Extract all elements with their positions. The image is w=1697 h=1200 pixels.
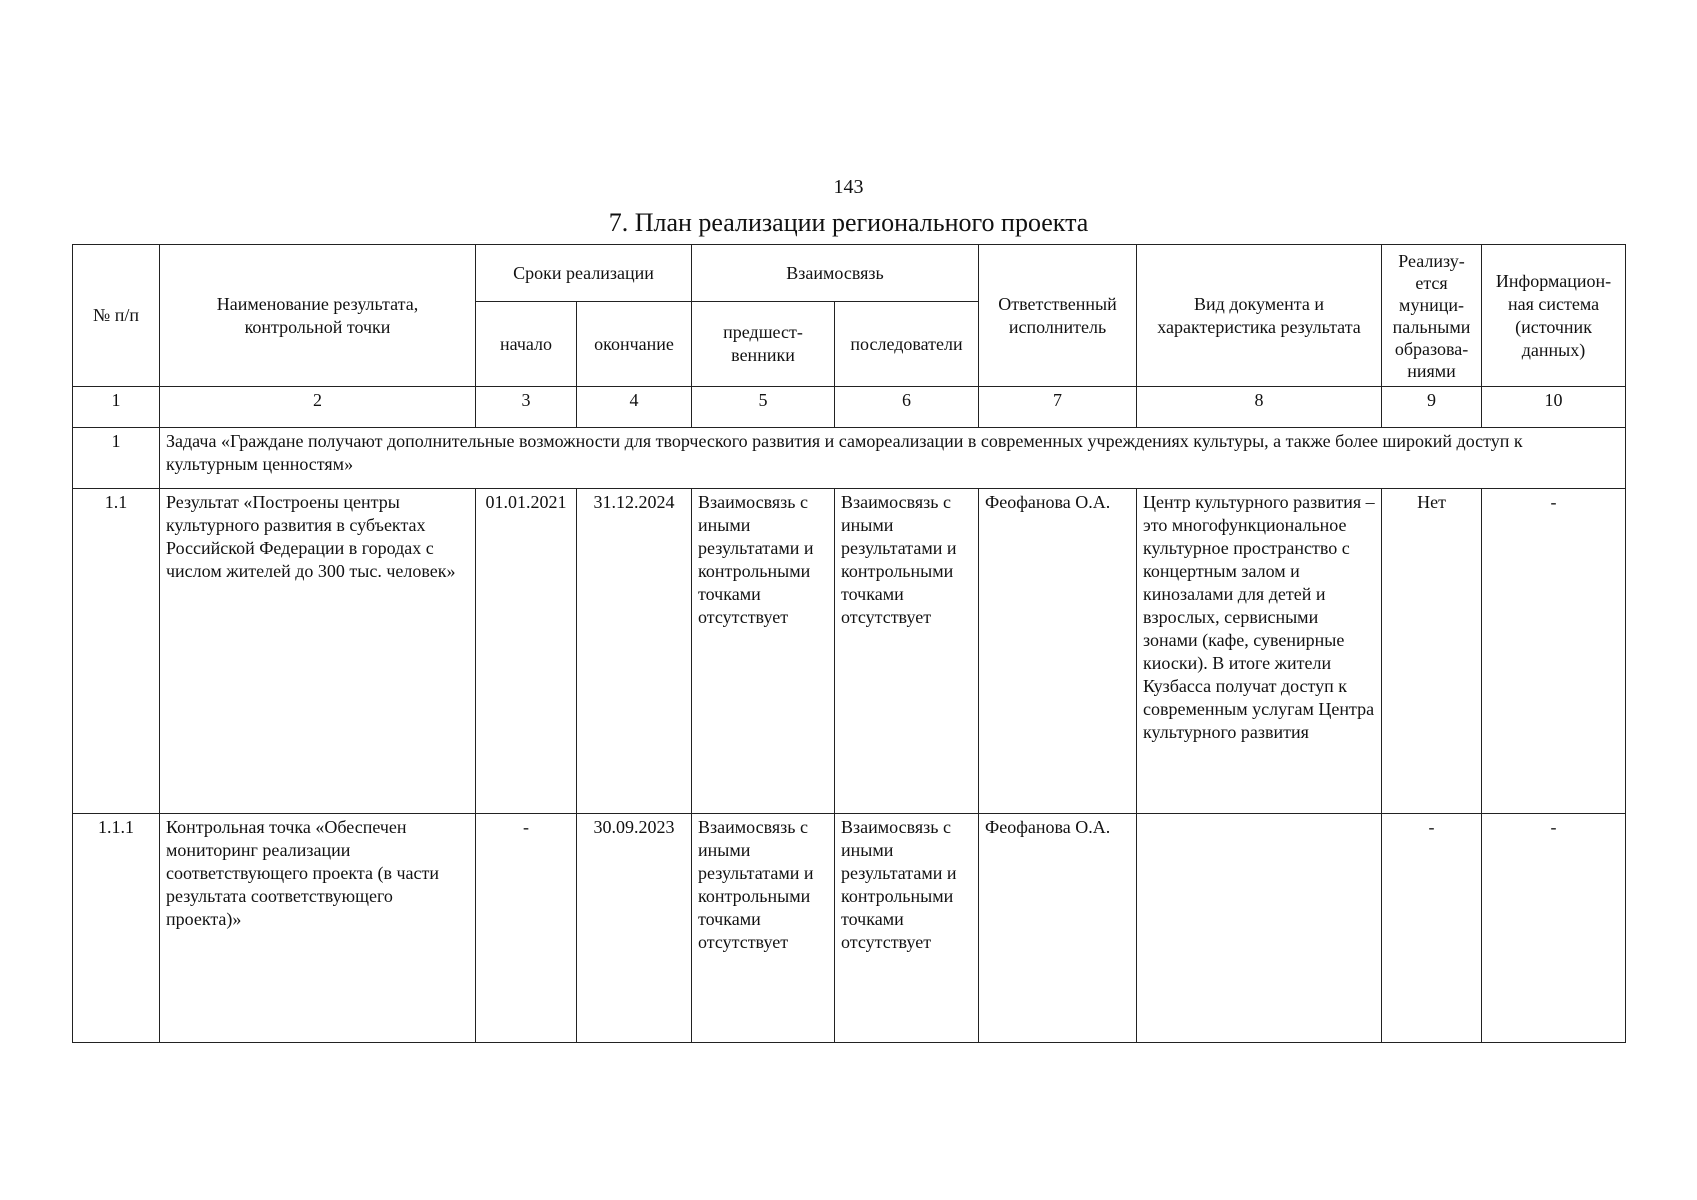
column-number: 2 bbox=[160, 387, 476, 428]
row-start: 01.01.2021 bbox=[476, 489, 577, 814]
plan-table bbox=[72, 244, 1626, 1043]
column-number: 7 bbox=[979, 387, 1137, 428]
row-municipal: - bbox=[1382, 814, 1482, 1043]
column-number-row bbox=[73, 387, 1626, 428]
table-row bbox=[73, 814, 1626, 1043]
task-row bbox=[73, 428, 1626, 489]
column-number: 9 bbox=[1382, 387, 1482, 428]
row-name: Контрольная точка «Обеспечен мониторинг реализации соответствующего проекта (в части результата соответствующего проекта)» bbox=[160, 814, 476, 1043]
row-municipal: Нет bbox=[1382, 489, 1482, 814]
header-info-system: Информацион-ная система (источник данных) bbox=[1482, 245, 1626, 387]
row-predecessors: Взаимосвязь с иными результатами и контрольными точками отсутствует bbox=[692, 814, 835, 1043]
header-terms: Сроки реализации bbox=[476, 245, 692, 302]
column-number: 8 bbox=[1137, 387, 1382, 428]
page-number: 143 bbox=[833, 176, 864, 198]
row-info-system: - bbox=[1482, 814, 1626, 1043]
header-responsible: Ответственный исполнитель bbox=[979, 245, 1137, 387]
row-end: 31.12.2024 bbox=[577, 489, 692, 814]
header-successors: последователи bbox=[835, 302, 979, 387]
column-number: 6 bbox=[835, 387, 979, 428]
column-number: 10 bbox=[1482, 387, 1626, 428]
task-text: Задача «Граждане получают дополнительные возможности для творческого развития и самореализации в современных учреждениях культуры, а также более широкий доступ к культурным ценностям» bbox=[160, 428, 1626, 489]
column-number: 1 bbox=[73, 387, 160, 428]
row-name: Результат «Построены центры культурного развития в субъектах Российской Федерации в городах с числом жителей до 300 тыс. человек» bbox=[160, 489, 476, 814]
column-number: 3 bbox=[476, 387, 577, 428]
page-title: 7. План реализации регионального проекта bbox=[608, 208, 1089, 237]
row-predecessors: Взаимосвязь с иными результатами и контрольными точками отсутствует bbox=[692, 489, 835, 814]
header-doc-type: Вид документа и характеристика результата bbox=[1137, 245, 1382, 387]
task-num: 1 bbox=[73, 428, 160, 489]
row-end: 30.09.2023 bbox=[577, 814, 692, 1043]
table-row bbox=[73, 489, 1626, 814]
row-successors: Взаимосвязь с иными результатами и контрольными точками отсутствует bbox=[835, 489, 979, 814]
row-responsible: Феофанова О.А. bbox=[979, 489, 1137, 814]
row-info-system: - bbox=[1482, 489, 1626, 814]
row-doc-type bbox=[1137, 814, 1382, 1043]
header-relation: Взаимосвязь bbox=[692, 245, 979, 302]
row-doc-type: Центр культурного развития – это многофункциональное культурное пространство с концертным залом и кинозалами для детей и взрослых, сервисными зонами (кафе, сувенирные киоски). В итоге жители Кузбасса получат доступ к современным услугам Центра культурного развития bbox=[1137, 489, 1382, 814]
header-num: № п/п bbox=[73, 245, 160, 387]
row-responsible: Феофанова О.А. bbox=[979, 814, 1137, 1043]
column-number: 4 bbox=[577, 387, 692, 428]
header-row-top bbox=[73, 245, 1626, 302]
column-number: 5 bbox=[692, 387, 835, 428]
row-num: 1.1.1 bbox=[73, 814, 160, 1043]
row-num: 1.1 bbox=[73, 489, 160, 814]
row-successors: Взаимосвязь с иными результатами и контрольными точками отсутствует bbox=[835, 814, 979, 1043]
header-start: начало bbox=[476, 302, 577, 387]
header-municipal: Реализу-ется муници-пальными образова-ниями bbox=[1382, 245, 1482, 387]
header-predecessors: предшест-венники bbox=[692, 302, 835, 387]
header-name: Наименование результата, контрольной точки bbox=[160, 245, 476, 387]
header-end: окончание bbox=[577, 302, 692, 387]
row-start: - bbox=[476, 814, 577, 1043]
